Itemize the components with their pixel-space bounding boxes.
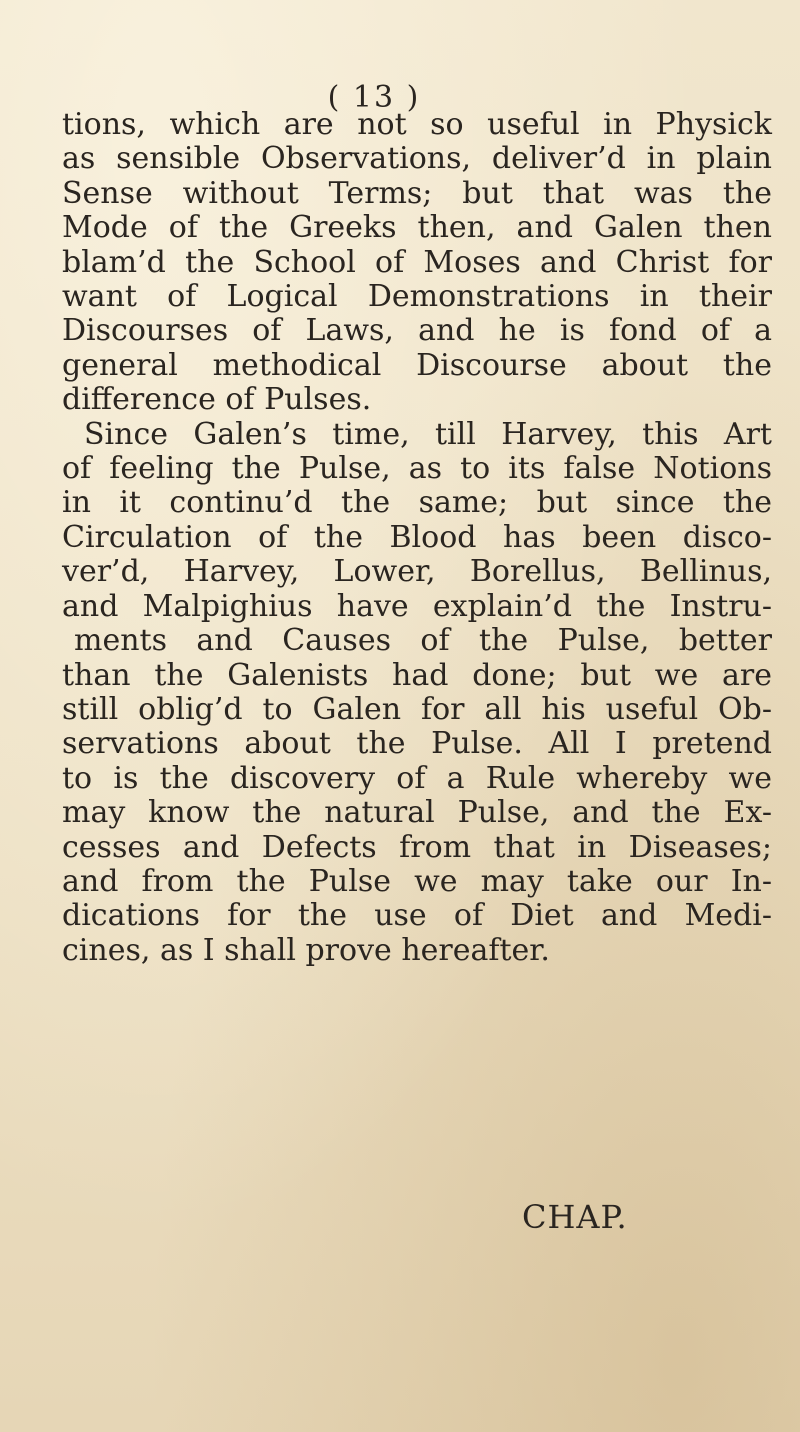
text-line: than the Galenists had done; but we are (62, 657, 772, 693)
body-text (62, 108, 772, 968)
text-line: cines, as I shall prove hereafter. (62, 932, 550, 968)
text-line: general methodical Discourse about the (62, 347, 772, 383)
text-line: ments and Causes of the Pulse, better (74, 623, 772, 659)
text-line: still oblig’d to Galen for all his useful Ob- (62, 691, 772, 727)
text-line: and from the Pulse we may take our In- (62, 863, 772, 899)
text-line: to is the discovery of a Rule whereby we (62, 760, 772, 796)
paragraph-start-line: Since Galen’s time, till Harvey, this Art (84, 416, 772, 452)
text-line: want of Logical Demonstrations in their (62, 279, 772, 315)
text-line: ver’d, Harvey, Lower, Borellus, Bellinus, (62, 554, 772, 590)
catchword: CHAP. (522, 1198, 628, 1236)
text-line: dications for the use of Diet and Medi- (62, 898, 772, 934)
text-line: servations about the Pulse. All I pretend (62, 726, 772, 762)
text-line: of feeling the Pulse, as to its false Notions (62, 451, 772, 487)
text-line: Mode of the Greeks then, and Galen then (62, 210, 772, 246)
text-line: Sense without Terms; but that was the (62, 175, 772, 211)
text-line: and Malpighius have explain’d the Instru- (62, 588, 772, 624)
text-line: tions, which are not so useful in Physick (62, 107, 772, 142)
text-line: Discourses of Laws, and he is fond of a (62, 313, 772, 349)
page-number: ( 13 ) (327, 80, 421, 115)
text-line: as sensible Observations, deliver’d in plain (62, 141, 772, 177)
text-line: cesses and Defects from that in Diseases; (62, 829, 772, 865)
text-line: in it continu’d the same; but since the (62, 485, 772, 521)
text-line: may know the natural Pulse, and the Ex- (62, 795, 772, 831)
text-line: difference of Pulses. (62, 382, 372, 418)
text-line: Circulation of the Blood has been disco- (62, 519, 772, 555)
text-line: blam’d the School of Moses and Christ for (62, 244, 772, 280)
